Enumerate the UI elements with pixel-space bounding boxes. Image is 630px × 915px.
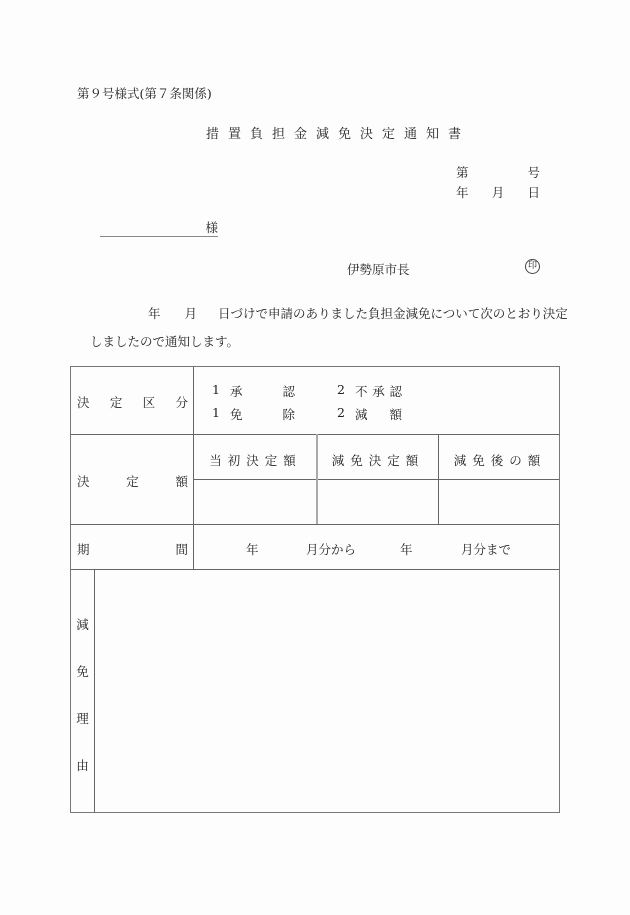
option-char: 減 — [355, 407, 368, 422]
period-to-month[interactable]: 月分まで — [461, 542, 512, 557]
option-label — [230, 382, 295, 400]
label-char: 期 — [77, 542, 90, 557]
date-day: 日 — [527, 185, 540, 200]
decision-amount-label — [77, 472, 188, 490]
label-char: 間 — [175, 542, 188, 557]
label-char: 免 — [76, 664, 89, 679]
row-divider — [71, 434, 559, 435]
document-number — [456, 163, 540, 181]
number-suffix: 号 — [527, 165, 540, 180]
column-divider — [94, 569, 95, 812]
row-divider — [71, 524, 559, 525]
column-divider — [438, 434, 439, 524]
reduction-reason-label — [71, 615, 94, 803]
body-year: 年 — [148, 306, 161, 321]
addressee-field[interactable] — [100, 221, 218, 237]
label-char: 由 — [76, 758, 89, 773]
option-number: 1 — [212, 382, 220, 397]
document-title: 措置負担金減免決定通知書 — [206, 127, 471, 142]
option-char: 除 — [282, 407, 295, 422]
option-char: 承 — [372, 384, 385, 399]
label-char: 減 — [76, 617, 89, 632]
option-char: 額 — [389, 407, 402, 422]
row-divider — [71, 569, 559, 570]
body-line-1 — [148, 304, 568, 322]
option-label — [355, 382, 402, 400]
option-char: 認 — [282, 384, 295, 399]
period-label — [77, 540, 188, 558]
period-to-year[interactable]: 年 — [400, 542, 413, 557]
form-number: 第９号様式(第７条関係) — [77, 86, 212, 101]
label-char: 理 — [76, 711, 89, 726]
after-amount-field[interactable] — [440, 481, 559, 523]
reduction-reason-field[interactable] — [97, 572, 557, 810]
seal-icon: 印 — [525, 259, 540, 274]
option-char: 承 — [230, 384, 243, 399]
label-char: 分 — [175, 395, 188, 410]
option-reduction[interactable] — [337, 405, 402, 423]
label-char: 定 — [109, 395, 123, 410]
option-disapprove[interactable] — [337, 382, 402, 400]
column-header-reduction-amount: 減免決定額 — [331, 453, 425, 468]
body-line-2: しましたので通知します。 — [90, 334, 240, 349]
label-char: 額 — [175, 474, 188, 489]
reduction-amount-field[interactable] — [318, 481, 437, 523]
date-year: 年 — [456, 185, 469, 200]
option-char: 不 — [355, 384, 368, 399]
option-label — [355, 405, 402, 423]
option-number: 2 — [337, 405, 345, 420]
decision-category-label — [77, 393, 188, 411]
column-divider — [193, 367, 194, 569]
label-char: 区 — [142, 395, 156, 410]
option-exemption[interactable] — [212, 405, 295, 423]
label-char: 決 — [77, 395, 90, 410]
option-char: 免 — [230, 407, 243, 422]
option-label — [230, 405, 295, 423]
column-header-initial-amount: 当初決定額 — [209, 453, 302, 468]
row-divider — [193, 479, 559, 480]
initial-amount-field[interactable] — [195, 481, 315, 523]
document-date — [456, 183, 540, 201]
option-char: 認 — [389, 384, 402, 399]
period-from-month[interactable]: 月分から — [306, 542, 357, 557]
number-prefix: 第 — [456, 165, 469, 180]
period-from-year[interactable]: 年 — [246, 542, 259, 557]
option-approve[interactable] — [212, 382, 295, 400]
addressee-honorific: 様 — [205, 220, 218, 235]
option-number: 2 — [337, 382, 345, 397]
label-char: 決 — [77, 474, 90, 489]
column-header-after-amount: 減免後の額 — [453, 453, 547, 468]
date-month: 月 — [491, 185, 505, 200]
body-text-1: 日づけで申請のありました負担金減免について次のとおり決定 — [218, 306, 568, 321]
option-number: 1 — [212, 405, 220, 420]
body-month: 月 — [184, 306, 198, 321]
label-char: 定 — [126, 474, 139, 489]
issuer-name: 伊勢原市長 — [347, 262, 410, 277]
decision-table — [70, 366, 560, 813]
